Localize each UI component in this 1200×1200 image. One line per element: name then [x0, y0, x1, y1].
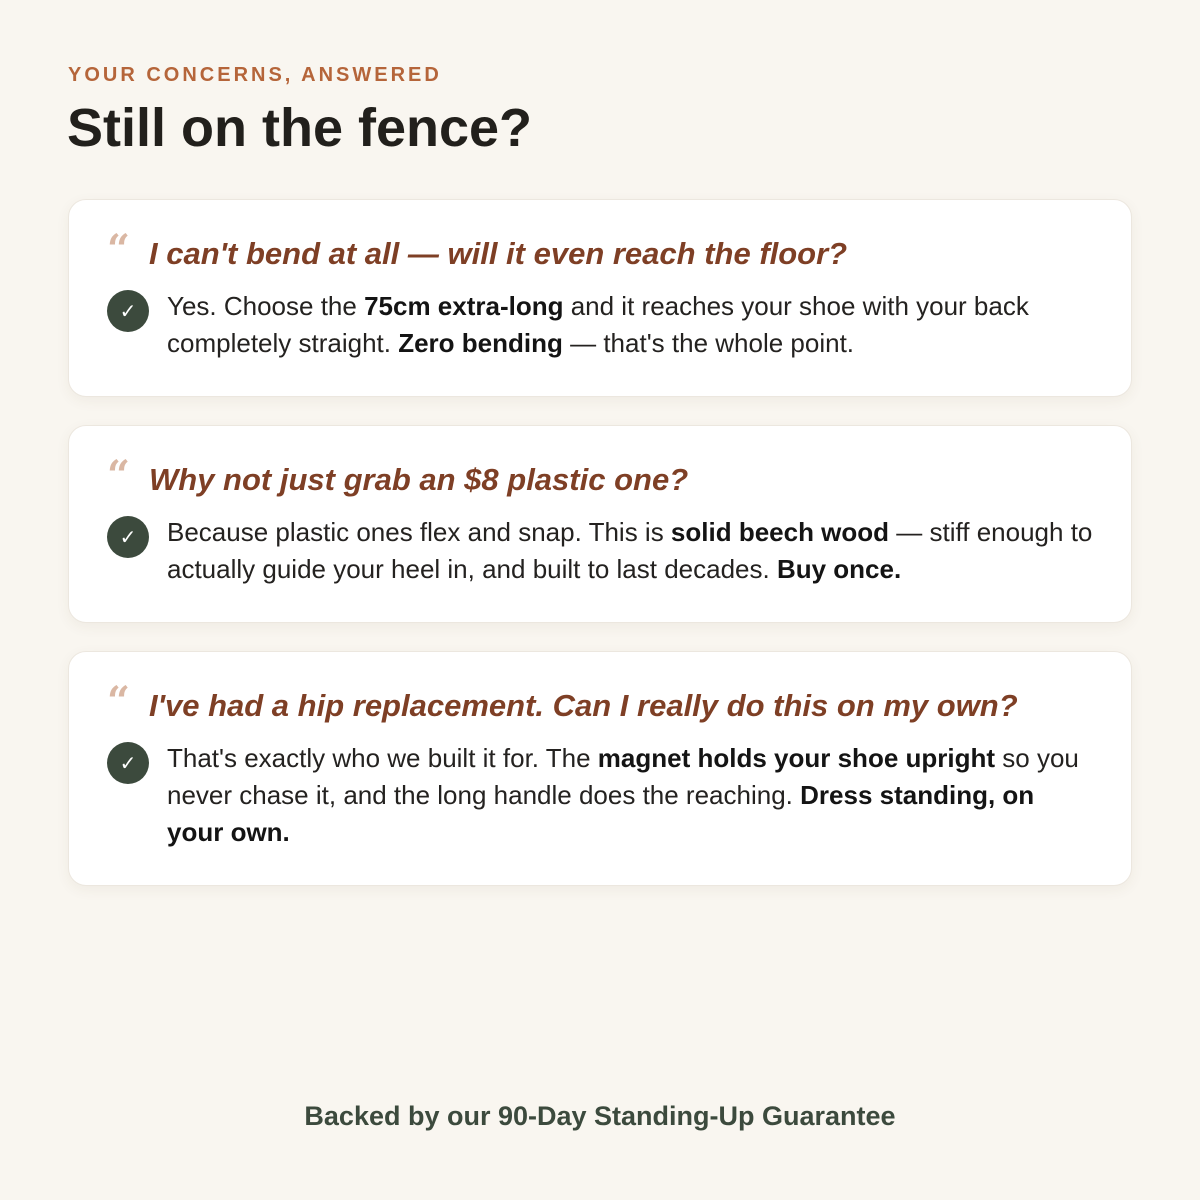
quote-icon: “ — [107, 452, 131, 499]
answer-text — [167, 514, 1095, 588]
answer-text — [167, 740, 1095, 851]
check-icon: ✓ — [107, 290, 149, 332]
answer-segment: That's exactly who we built it for. The — [167, 743, 598, 773]
faq-card — [68, 425, 1132, 623]
answer-segment: so you never chase it, and the long handle does the reaching. — [167, 743, 1079, 810]
page-title: Still on the fence? — [67, 98, 533, 158]
question-text: Why not just grab an $8 plastic one? — [149, 462, 689, 497]
answer-segment: Yes. Choose the — [167, 291, 365, 321]
answer-segment: — stiff enough to actually guide your heel in, and built to last decades. — [167, 517, 1093, 584]
question-row — [107, 226, 1095, 278]
faq-card — [68, 651, 1132, 886]
quote-icon: “ — [107, 226, 131, 273]
answer-row — [107, 740, 1095, 851]
answer-row — [107, 288, 1095, 362]
question-row — [107, 452, 1095, 504]
question-text: I've had a hip replacement. Can I really do this on my own? — [149, 688, 1018, 723]
eyebrow-label: YOUR CONCERNS, ANSWERED — [68, 64, 442, 86]
answer-segment: and it reaches your shoe with your back completely straight. — [167, 291, 1029, 358]
faq-card — [68, 199, 1132, 397]
answer-highlight: 75cm extra-long — [364, 291, 564, 321]
answer-text — [167, 288, 1095, 362]
quote-icon: “ — [107, 678, 131, 725]
answer-segment: — that's the whole point. — [562, 328, 855, 358]
answer-highlight: Buy once. — [776, 554, 902, 584]
answer-row — [107, 514, 1095, 588]
faq-list — [68, 199, 1132, 914]
answer-highlight: Dress standing, on your own. — [167, 780, 1035, 847]
check-icon: ✓ — [107, 742, 149, 784]
check-icon: ✓ — [107, 516, 149, 558]
answer-segment: Because plastic ones flex and snap. This is — [167, 517, 671, 547]
question-text: I can't bend at all — will it even reach the floor? — [149, 236, 848, 271]
answer-highlight: Zero bending — [398, 328, 563, 358]
guarantee-footer: Backed by our 90-Day Standing-Up Guarantee — [304, 1101, 896, 1131]
answer-highlight: solid beech wood — [670, 517, 890, 547]
question-row — [107, 678, 1095, 730]
answer-highlight: magnet holds your shoe upright — [597, 743, 996, 773]
